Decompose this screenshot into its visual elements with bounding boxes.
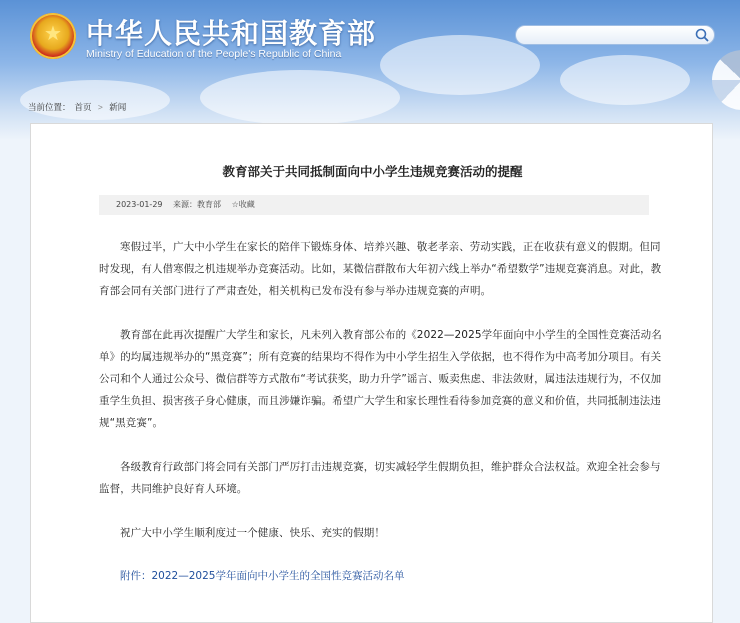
article-meta-bar: [99, 195, 649, 215]
breadcrumb-separator-icon: >: [97, 102, 103, 112]
site-subtitle: Ministry of Education of the People's Republic of China: [86, 48, 342, 60]
publish-date: 2023-01-29: [116, 200, 163, 209]
site-title[interactable]: 中华人民共和国教育部: [86, 17, 377, 50]
article-panel: [30, 123, 713, 623]
header-banner: [0, 0, 740, 140]
cloud-decoration: [200, 70, 400, 125]
cloud-decoration: [380, 35, 540, 95]
breadcrumb-home-link[interactable]: 首页: [74, 102, 92, 112]
cloud-decoration: [560, 55, 690, 105]
attachment-label: 附件：: [120, 570, 152, 582]
article-source: 来源：教育部: [173, 200, 222, 209]
search-icon[interactable]: [694, 27, 710, 43]
breadcrumb-news-link[interactable]: 新闻: [109, 102, 127, 112]
cloud-decoration: [20, 80, 170, 120]
national-emblem-icon[interactable]: ★: [30, 13, 76, 59]
attachment-link[interactable]: 2022—2025学年面向中小学生的全国性竞赛活动名单: [151, 570, 405, 582]
paragraph-2: 教育部在此再次提醒广大学生和家长，凡未列入教育部公布的《2022—2025学年面向中小学生的全国性竞赛活动名单》的均属违规举办的“黑竞赛”；所有竞赛的结果均不得作为中小学生招生入学依据，也不得作为中高考加分项目。有关公司和个人通过公众号、微信群等方式散布“考试获奖，助力升学”谣言、贩卖焦虑、非法敛财，属违法违规行为，不仅加重学生负担、损害孩子身心健康，而且涉嫌诈骗。希望广大学生和家长理性看待参加竞赛的意义和价值，共同抵制违法违规“黑竞赛”。: [99, 329, 662, 429]
paragraph-1: 寒假过半，广大中小学生在家长的陪伴下锻炼身体、培养兴趣、敬老孝亲、劳动实践，正在收获有意义的假期。但同时发现，有人借寒假之机违规举办竞赛活动。比如，某微信群散布大年初六线上举办“希望数学”违规竞赛消息。对此，教育部会同有关部门进行了严肃查处，相关机构已发布没有参与举办违规竞赛的声明。: [99, 241, 662, 297]
paragraph-4: 祝广大中小学生顺利度过一个健康、快乐、充实的假期！: [120, 527, 385, 539]
breadcrumb-prefix: 当前位置：: [28, 102, 71, 112]
article-title: 教育部关于共同抵制面向中小学生违规竞赛活动的提醒: [222, 164, 523, 179]
paragraph-3: 各级教育行政部门将会同有关部门严厉打击违规竞赛，切实减轻学生假期负担，维护群众合法权益。欢迎全社会参与监督，共同维护良好育人环境。: [99, 461, 661, 495]
search-input[interactable]: [515, 25, 715, 45]
breadcrumb: [28, 101, 130, 113]
favorite-button[interactable]: ☆收藏: [231, 200, 255, 209]
pinwheel-decoration-icon: [712, 50, 740, 110]
attachment: [120, 568, 404, 583]
